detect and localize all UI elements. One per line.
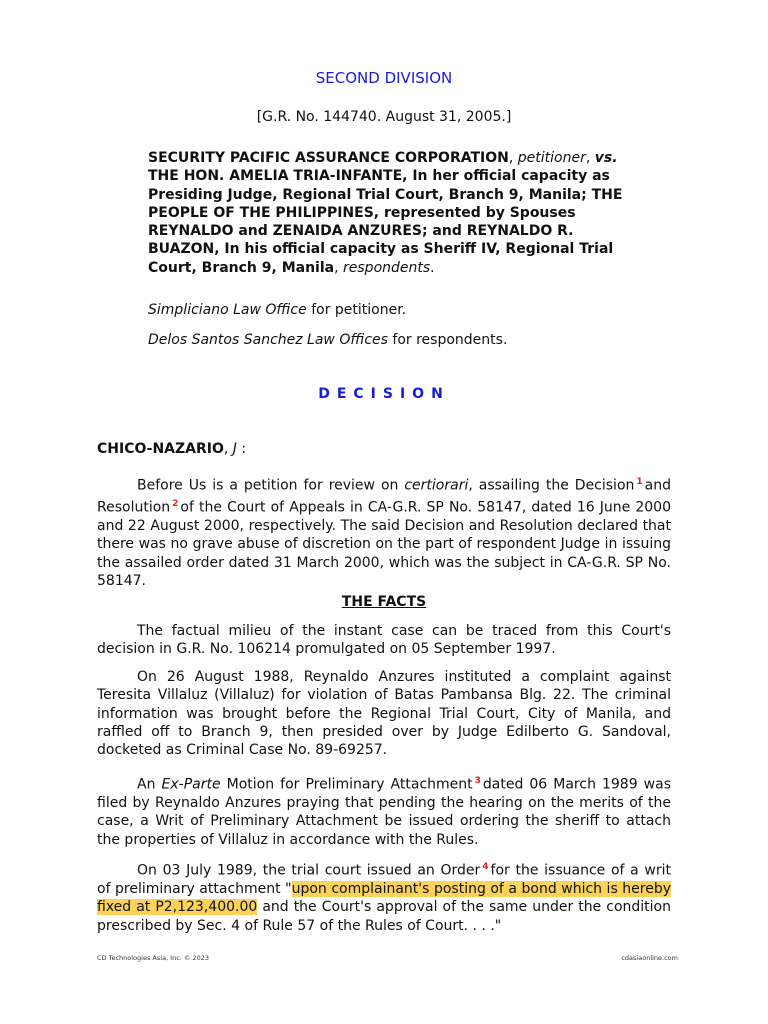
text-run: An — [137, 776, 162, 793]
paragraph-4 — [97, 772, 671, 849]
counsel-firm: Delos Santos Sanchez Law Offices — [148, 332, 388, 348]
text-run: and Resolution — [97, 477, 671, 516]
text-run: dated 06 March 1989 was filed by Reynaldo Anzures praying that pending the hearing on the merits of the case, a Writ of Preliminary Attachment be issued ordering the sheriff to attach the properties of Villaluz in accordance with the Rules. — [97, 776, 671, 848]
italic-term: certiorari — [404, 477, 469, 494]
ponente-name: CHICO-NAZARIO — [97, 441, 224, 457]
text-run: for the issuance of a writ of preliminary attachment " — [97, 862, 672, 897]
parties-block: SECURITY PACIFIC ASSURANCE CORPORATION, petitioner, vs. THE HON. AMELIA TRIA-INFANTE, In her official capacity as Presiding Judge, Regional Trial Court, Branch 9, Manila; THE PEOPLE OF THE PHILIPPINES, represented by Spouses REYNALDO and ZENAIDA ANZURES; and REYNALDO R. BUAZON, In his official capacity as Sheriff IV, Regional Trial Court, Branch 9, Manila, respondents. — [148, 150, 623, 276]
highlighted-text: upon complainant's posting of a bond which is hereby fixed at P2,123,400.00 — [97, 880, 671, 916]
text-run: Before Us is a petition for review on — [137, 477, 405, 494]
case-number: [G.R. No. 144740. August 31, 2005.] — [256, 109, 512, 125]
ponente-title: J — [232, 441, 237, 457]
versus-label: vs. — [594, 150, 618, 166]
paragraph-3: On 26 August 1988, Reynaldo Anzures instituted a complaint against Teresita Villaluz (Villaluz) for violation of Batas Pambansa Blg. 22. The criminal information was brought before the Regional Trial Court, City of Manila, and raffled off to Branch 9, then presided over by Judge Edilberto G. Sandoval, docketed as Criminal Case No. 89-69257. — [97, 669, 671, 759]
footer-site[interactable]: cdasiaonline.com — [621, 954, 678, 962]
division-title: SECOND DIVISION — [315, 69, 453, 87]
counsel-role: for petitioner. — [311, 302, 407, 318]
paragraph-1 — [97, 473, 671, 590]
italic-term: Ex-Parte — [161, 776, 221, 793]
footnote-link[interactable]: 3 — [474, 776, 481, 786]
counsel-firm: Simpliciano Law Office — [148, 302, 307, 318]
decision-heading: DECISION — [318, 386, 450, 402]
footnote-link[interactable]: 4 — [482, 862, 489, 872]
respondents-names: THE HON. AMELIA TRIA-INFANTE, In her official capacity as Presiding Judge, Regional Trial Court, Branch 9, Manila; THE PEOPLE OF THE PHILIPPINES, represented by Spouses REYNALDO and ZENAIDA ANZURES; and REYNALDO R. BUAZON, In his official capacity as Sheriff IV, Regional Trial Court, Branch 9, Manila — [148, 168, 623, 276]
footer-copyright: CD Technologies Asia, Inc. © 2023 — [97, 954, 210, 962]
paragraph-5 — [97, 858, 671, 935]
petitioner-name: SECURITY PACIFIC ASSURANCE CORPORATION — [148, 150, 509, 166]
footnote-link[interactable]: 2 — [172, 498, 179, 509]
respondents-role: respondents — [343, 259, 431, 276]
facts-heading: THE FACTS — [341, 594, 427, 610]
petitioner-role: petitioner — [517, 150, 586, 166]
counsel-petitioner — [148, 302, 406, 318]
text-run: , assailing the Decision — [468, 477, 635, 494]
paragraph-2: The factual milieu of the instant case can be traced from this Court's decision in G.R. No. 106214 promulgated on 05 September 1997. — [97, 623, 671, 658]
text-run: Motion for Preliminary Attachment — [220, 776, 473, 793]
text-run: of the Court of Appeals in CA-G.R. SP No. 58147, dated 16 June 2000 and 22 August 2000, respectively. The said Decision and Resolution declared that there was no grave abuse of discretion on the part of respondent Judge in issuing the assailed order dated 31 March 2000, which was the subject in CA-G.R. SP No. 58147. — [97, 499, 671, 589]
counsel-role: for respondents. — [392, 332, 508, 348]
ponente: CHICO-NAZARIO, J : — [97, 441, 247, 457]
text-run: On 03 July 1989, the trial court issued an Order — [137, 862, 481, 879]
counsel-respondents — [148, 332, 507, 348]
footnote-link[interactable]: 1 — [636, 477, 643, 487]
text-run: and the Court's approval of the same under the condition prescribed by Sec. 4 of Rule 57 of the Rules of Court. . . ." — [97, 899, 671, 934]
